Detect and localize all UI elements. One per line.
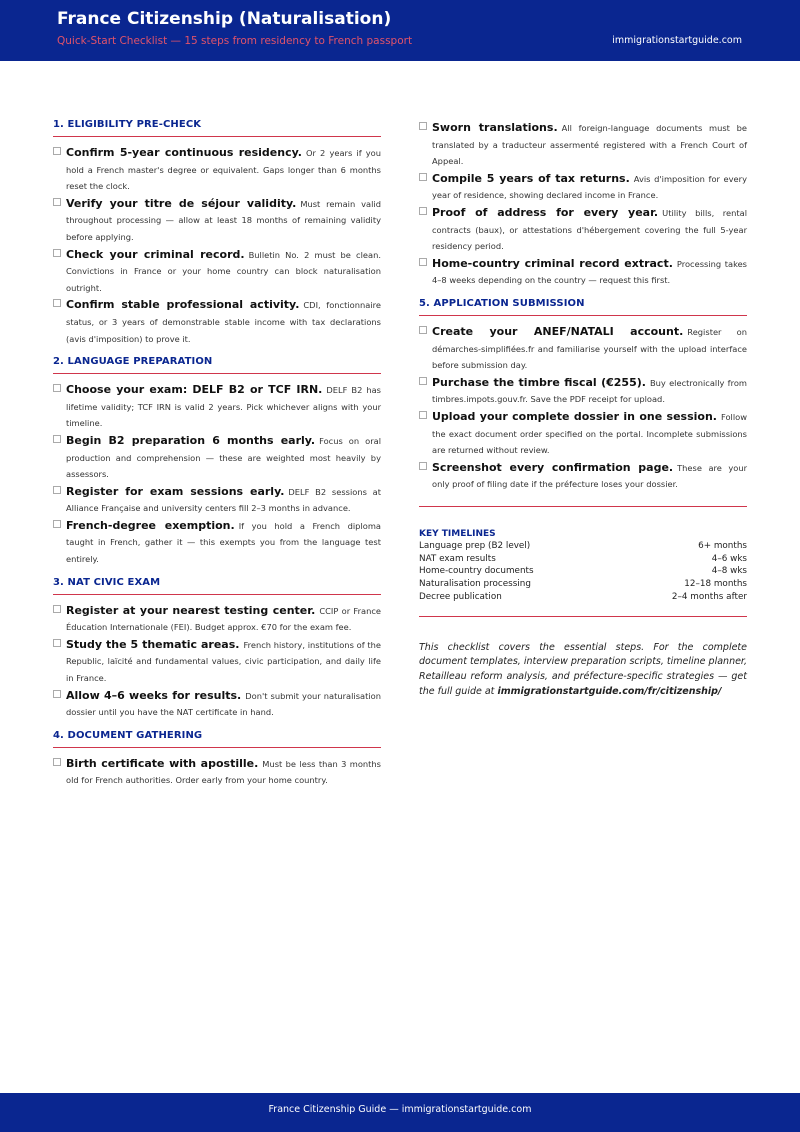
item-description: Must remain valid throughout processing — allow at least 18 months of remaining validity before applying.: [66, 198, 381, 242]
divider: [419, 506, 747, 507]
checkbox[interactable]: [419, 173, 427, 181]
section-title: 5. APPLICATION SUBMISSION: [419, 297, 585, 309]
checkbox[interactable]: [419, 326, 427, 334]
guide-link[interactable]: immigrationstartguide.com/fr/citizenship/: [497, 685, 722, 697]
checkbox[interactable]: [53, 198, 61, 206]
checklist-item: [53, 195, 381, 245]
item-description: If you hold a French diploma taught in French, gather it — this exempts you from the language test entirely.: [66, 520, 381, 565]
checklist-item: [53, 483, 381, 516]
checklist-item: [419, 119, 747, 169]
timeline-row: [419, 553, 747, 566]
timeline-row: [419, 540, 747, 553]
section-divider: [53, 747, 381, 748]
item-title: Confirm 5-year continuous residency.: [66, 146, 302, 159]
checklist-item: [419, 459, 747, 492]
item-title: Allow 4–6 weeks for results.: [66, 688, 242, 702]
item-title: Compile 5 years of tax returns.: [432, 171, 630, 185]
timeline-value: 4–6 wks: [711, 553, 747, 564]
divider: [419, 616, 747, 617]
item-description: Must be less than 3 months old for French authorities. Order early from your home country.: [66, 758, 381, 786]
item-title: Confirm stable professional activity.: [66, 298, 300, 312]
checkbox[interactable]: [53, 690, 61, 698]
checklist-item: [419, 374, 747, 407]
section-title: 3. NAT CIVIC EXAM: [53, 576, 161, 588]
item-title: Choose your exam: DELF B2 or TCF IRN.: [66, 383, 323, 397]
item-title: Check your criminal record.: [66, 247, 245, 261]
checkbox[interactable]: [53, 147, 61, 155]
item-description: DELF B2 sessions at Alliance Française and university centers fill 2–3 months in advance.: [66, 486, 381, 514]
section-divider: [53, 373, 381, 374]
item-title: Screenshot every confirmation page.: [432, 460, 674, 474]
checklist-item: [53, 636, 381, 686]
checklist-item: [419, 408, 747, 458]
item-title: Sworn translations.: [432, 121, 558, 134]
item-title: Begin B2 preparation 6 months early.: [66, 433, 316, 447]
timeline-label: Home-country documents: [419, 566, 534, 577]
timeline-value: 12–18 months: [684, 579, 747, 590]
checklist-item: [53, 755, 381, 788]
item-title: Study the 5 thematic areas.: [66, 637, 240, 651]
page-footer: France Citizenship Guide — immigrationstartguide.com: [0, 1093, 800, 1132]
section-divider: [53, 136, 381, 137]
timeline-value: 4–8 wks: [711, 566, 747, 577]
checkbox[interactable]: [53, 249, 61, 257]
item-title: Register at your nearest testing center.: [66, 603, 316, 617]
section-title: 2. LANGUAGE PREPARATION: [53, 356, 213, 368]
timeline-row: [419, 578, 747, 591]
item-description: Don't submit your naturalisation dossier until you have the NAT certificate in hand.: [66, 690, 381, 718]
guide-note-text: This checklist covers the essential steps. For the complete document templates, interview preparation scripts, timeline planner, Retailleau reform analysis, and préfecture-specific strategies — get the full guide at: [419, 641, 747, 697]
item-title: Proof of address for every year.: [432, 205, 659, 219]
item-title: Upload your complete dossier in one session.: [432, 409, 717, 423]
checkbox[interactable]: [53, 639, 61, 647]
item-description: Register on démarches-simplifiées.fr and familiarise yourself with the upload interface before submission day.: [432, 326, 747, 371]
checklist-item: [53, 517, 381, 567]
timeline-row: [419, 591, 747, 604]
right-column: [419, 119, 747, 699]
checkbox[interactable]: [53, 605, 61, 613]
left-column: [53, 119, 381, 798]
timeline-label: Language prep (B2 level): [419, 540, 531, 551]
item-description: These are your only proof of filing date if the préfecture loses your dossier.: [432, 462, 747, 490]
item-description: Or 2 years if you hold a French master's degree or equivalent. Gaps longer than 6 months reset the clock.: [66, 148, 382, 192]
checkbox[interactable]: [53, 299, 61, 307]
item-description: Bulletin No. 2 must be clean. Convictions in France or your home country can block naturalisation outright.: [66, 249, 381, 293]
item-title: French-degree exemption.: [66, 518, 235, 532]
checkbox[interactable]: [419, 462, 427, 470]
section-4-continued: [419, 119, 747, 288]
key-timelines: [419, 529, 747, 604]
item-title: Register for exam sessions early.: [66, 484, 285, 498]
checkbox[interactable]: [419, 411, 427, 419]
item-description: All foreign-language documents must be translated by a traducteur assermenté registered with a French Court of Appeal.: [432, 123, 747, 167]
item-title: Verify your titre de séjour validity.: [66, 196, 297, 210]
section-1: [53, 119, 381, 346]
checklist-item: [53, 687, 381, 720]
item-description: DELF B2 has lifetime validity; TCF IRN is valid 2 years. Pick whichever aligns with your timeline.: [66, 385, 382, 429]
item-description: Utility bills, rental contracts (baux), or attestations d'hébergement covering the full 5-year residency period.: [432, 207, 747, 252]
item-description: CDI, fonctionnaire status, or 3 years of demonstrable stable income with tax declarations (avis d'imposition) to prove it.: [66, 300, 381, 344]
item-title: Purchase the timbre fiscal (€255).: [432, 375, 646, 389]
checkbox[interactable]: [53, 486, 61, 494]
checklist-item: [53, 432, 381, 482]
item-description: Focus on oral production and comprehension — these are weighted most heavily by assessors.: [66, 435, 381, 480]
page-subtitle: Quick-Start Checklist — 15 steps from residency to French passport: [57, 35, 413, 47]
section-2: [53, 356, 381, 567]
section-3: [53, 577, 381, 720]
checkbox[interactable]: [419, 258, 427, 266]
guide-note: [419, 641, 747, 699]
item-title: Create your ANEF/NATALI account.: [432, 324, 684, 338]
page-header: [0, 0, 800, 61]
item-description: Follow the exact document order specified on the portal. Incomplete submissions are returned without review.: [432, 411, 747, 456]
timeline-label: Decree publication: [419, 592, 502, 603]
checkbox[interactable]: [419, 207, 427, 215]
timeline-row: [419, 565, 747, 578]
checklist-item: [53, 381, 381, 431]
item-title: Birth certificate with apostille.: [66, 756, 259, 770]
section-title: 1. ELIGIBILITY PRE-CHECK: [53, 119, 202, 130]
section-divider: [53, 594, 381, 595]
item-description: Avis d'imposition for every year of residence, showing declared income in France.: [432, 173, 747, 201]
header-site-link[interactable]: immigrationstartguide.com: [612, 35, 742, 46]
item-description: Processing takes 4–8 weeks depending on the country — request this first.: [432, 258, 748, 286]
item-description: French history, institutions of the Republic, laïcité and fundamental values, civic participation, and daily life in France.: [66, 639, 381, 684]
checkbox[interactable]: [419, 377, 427, 385]
checklist-item: [53, 144, 381, 194]
checklist-item: [419, 255, 747, 288]
section-title: 4. DOCUMENT GATHERING: [53, 729, 203, 741]
checkbox[interactable]: [53, 758, 61, 766]
item-title: Home-country criminal record extract.: [432, 256, 673, 270]
timeline-label: NAT exam results: [419, 553, 496, 564]
timelines-title: KEY TIMELINES: [419, 528, 496, 539]
checkbox[interactable]: [53, 435, 61, 443]
section-4: [53, 730, 381, 788]
checklist-item: [53, 296, 381, 346]
checkbox[interactable]: [53, 520, 61, 528]
timeline-label: Naturalisation processing: [419, 579, 531, 590]
page-title: France Citizenship (Naturalisation): [57, 9, 392, 29]
checklist-item: [53, 246, 381, 296]
checkbox[interactable]: [53, 384, 61, 392]
section-5: [419, 298, 747, 492]
item-description: CCIP or France Éducation Internationale (FEI). Budget approx. €70 for the exam fee.: [66, 605, 381, 633]
checklist-item: [419, 323, 747, 373]
checklist-item: [53, 602, 381, 635]
timeline-value: 6+ months: [698, 540, 747, 551]
checkbox[interactable]: [419, 122, 427, 130]
timeline-value: 2–4 months after: [671, 592, 747, 603]
checklist-item: [419, 204, 747, 254]
checklist-item: [419, 170, 747, 203]
item-description: Buy electronically from timbres.impots.gouv.fr. Save the PDF receipt for upload.: [432, 377, 747, 405]
section-divider: [419, 315, 747, 316]
